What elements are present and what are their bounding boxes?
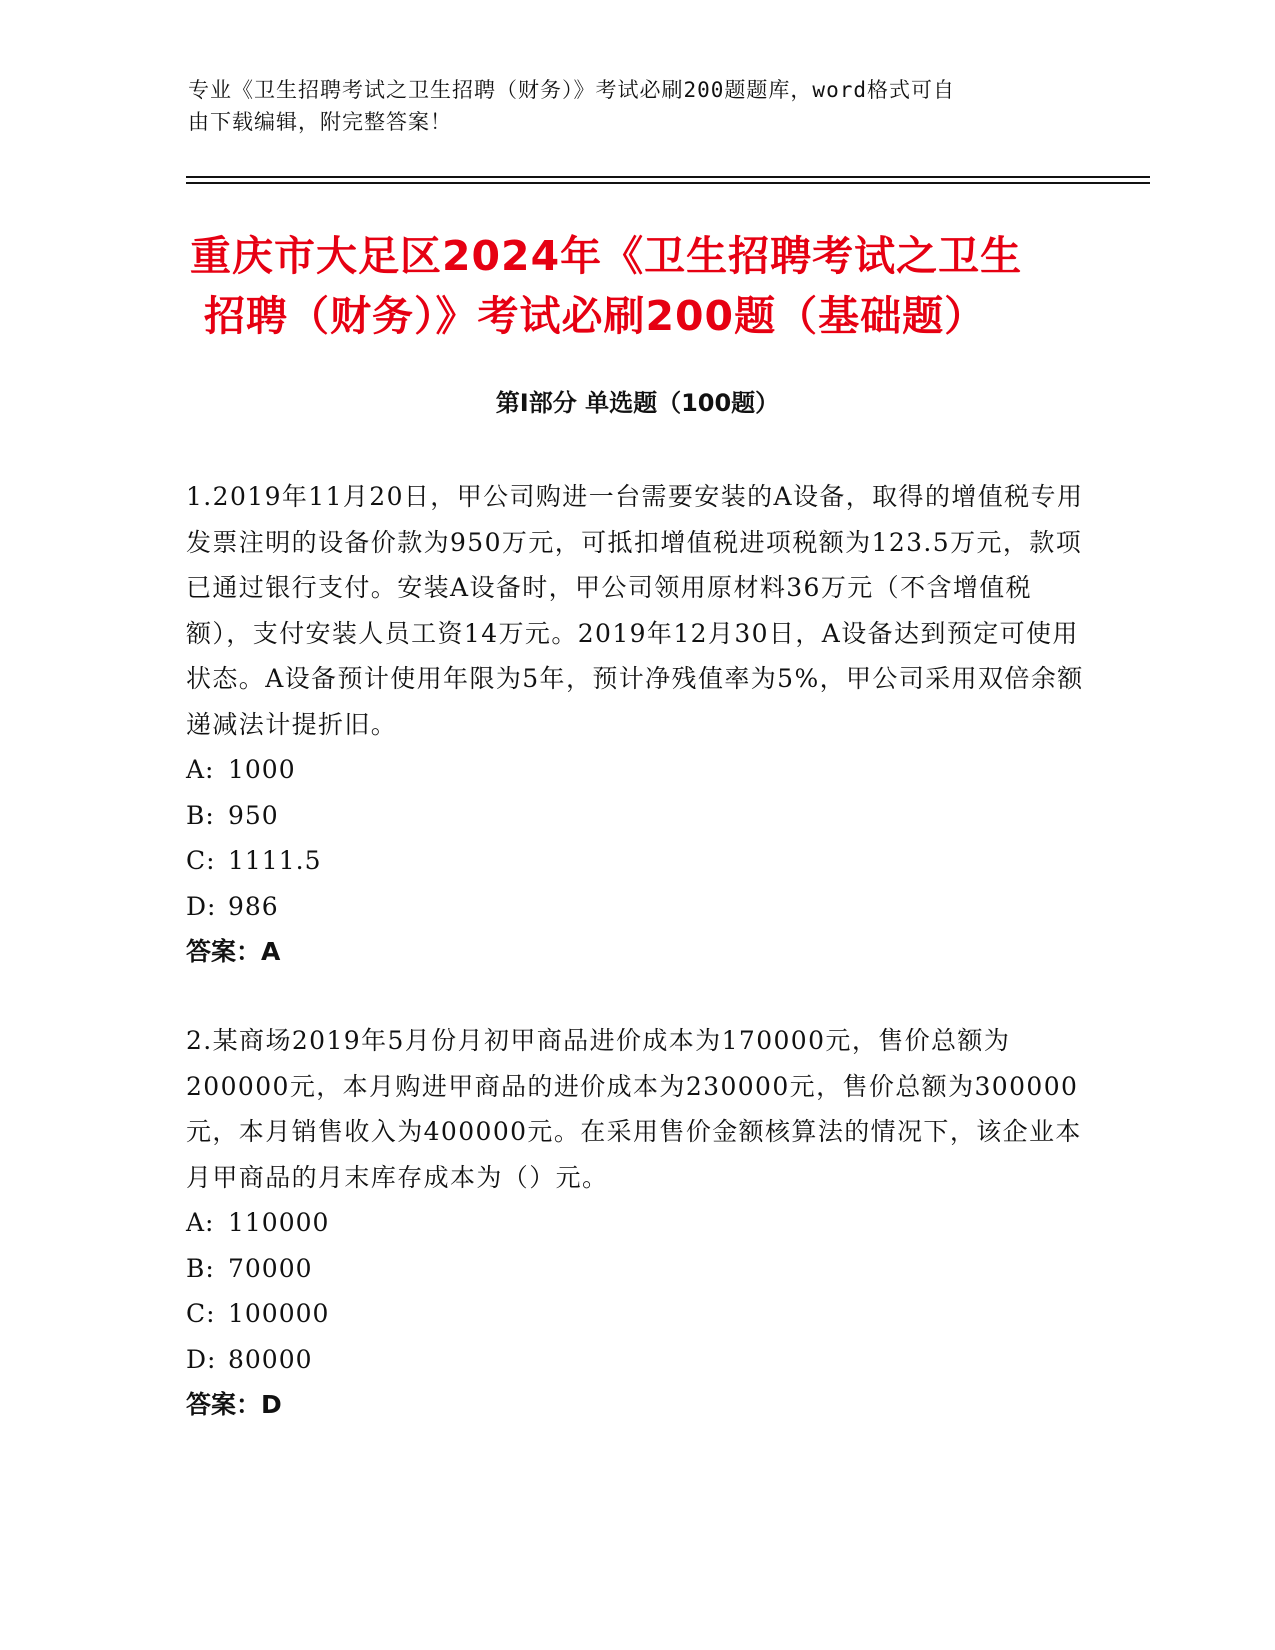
header-note <box>188 74 1088 138</box>
header-note-line-1: 专业《卫生招聘考试之卫生招聘（财务）》考试必刷200题题库，word格式可自 <box>188 78 955 102</box>
option-letter: B: <box>186 800 215 830</box>
header-note-line-2: 由下载编辑，附完整答案！ <box>188 110 452 134</box>
question-stem: 2.某商场2019年5月份月初甲商品进价成本为170000元，售价总额为200000元，本月购进甲商品的进价成本为230000元，售价总额为300000元，本月销售收入为400000元。在采用售价金额核算法的情况下，该企业本月甲商品的月末库存成本为（）元。 <box>186 1026 1082 1192</box>
option-d <box>186 884 1086 930</box>
option-text: 100000 <box>228 1299 330 1328</box>
option-text: 950 <box>228 800 279 830</box>
header-rule-top <box>186 176 1150 178</box>
option-text: 986 <box>228 891 279 921</box>
document-title <box>190 226 1090 346</box>
option-c <box>186 838 1086 884</box>
option-letter: C: <box>186 846 216 875</box>
option-text: 1000 <box>228 755 296 784</box>
option-letter: A: <box>186 1208 215 1237</box>
option-a <box>186 1200 1086 1246</box>
option-b <box>186 1246 1086 1292</box>
question-stem: 1.2019年11月20日，甲公司购进一台需要安装的A设备，取得的增值税专用发票注明的设备价款为950万元，可抵扣增值税进项税额为123.5万元，款项已通过银行支付。安装A设备时，甲公司领用原材料36万元（不含增值税额），支付安装人员工资14万元。2019年12月30日，A设备达到预定可使用状态。A设备预计使用年限为5年，预计净残值率为5%，甲公司采用双倍余额递减法计提折旧。 <box>186 482 1084 739</box>
option-letter: A: <box>186 755 215 784</box>
option-text: 1111.5 <box>228 846 322 875</box>
option-letter: B: <box>186 1253 215 1283</box>
option-letter: D: <box>186 1344 217 1374</box>
document-title-line-2: 招聘（财务）》考试必刷200题（基础题） <box>204 292 987 340</box>
option-b <box>186 793 1086 839</box>
option-text: 70000 <box>228 1253 313 1283</box>
option-letter: D: <box>186 891 217 921</box>
section-heading: 第Ⅰ部分 单选题（100题） <box>495 389 780 417</box>
header-rule-bottom <box>186 182 1150 184</box>
option-letter: C: <box>186 1299 216 1328</box>
option-d <box>186 1337 1086 1383</box>
option-a <box>186 747 1086 793</box>
answer-line: 答案：D <box>186 1390 282 1419</box>
option-text: 110000 <box>228 1208 330 1237</box>
question-2 <box>186 1018 1086 1428</box>
option-text: 80000 <box>228 1344 313 1374</box>
answer-line: 答案：A <box>186 937 281 966</box>
document-title-line-1: 重庆市大足区2024年《卫生招聘考试之卫生 <box>190 232 1023 280</box>
question-1 <box>186 474 1086 975</box>
option-c <box>186 1291 1086 1337</box>
